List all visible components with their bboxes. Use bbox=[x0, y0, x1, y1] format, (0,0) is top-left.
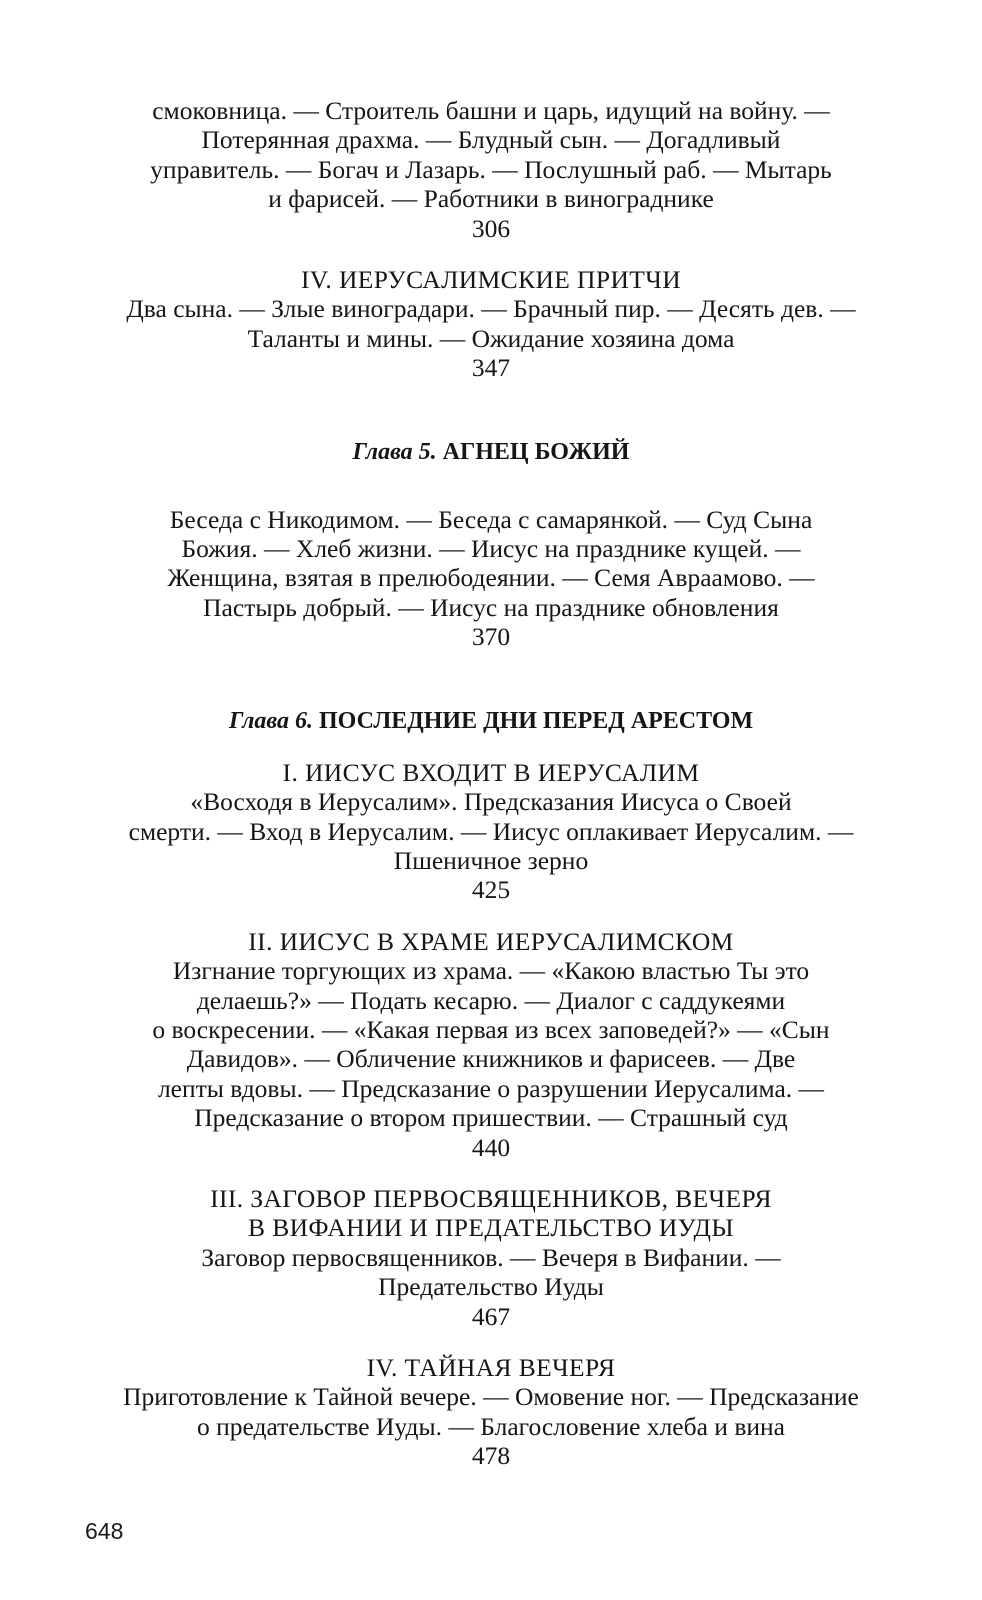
toc-entry-line: смоковница. — Строитель башни и царь, идущий на войну. — bbox=[152, 96, 830, 125]
chapter-label: Глава 6. bbox=[228, 707, 313, 734]
toc-entry-line: лепты вдовы. — Предсказание о разрушении Иерусалима. — bbox=[157, 1073, 825, 1103]
toc-entry-parables-continued bbox=[70, 96, 912, 243]
folio-page-number: 648 bbox=[85, 1518, 124, 1544]
toc-section-entry-jerusalem bbox=[70, 758, 912, 905]
toc-entry-line: Приготовление к Тайной вечере. — Омовение ног. — Предсказание bbox=[123, 1382, 859, 1412]
toc-chapter-5 bbox=[70, 437, 912, 652]
toc-chapter-6 bbox=[70, 706, 912, 1471]
toc-entry-line: и фарисей. — Работники в винограднике bbox=[268, 184, 714, 214]
toc-page-number: 306 bbox=[471, 213, 511, 243]
chapter-heading bbox=[70, 706, 912, 736]
chapter-title: ПОСЛЕДНИЕ ДНИ ПЕРЕД АРЕСТОМ bbox=[318, 707, 754, 734]
toc-entry-line: Беседа с Никодимом. — Беседа с самарянкой. — Суд Сына bbox=[169, 504, 813, 534]
toc-page-number: 467 bbox=[471, 1301, 511, 1331]
toc-entry-line: делаешь?» — Подать кесарю. — Диалог с саддукеями bbox=[196, 985, 786, 1015]
toc-section-temple bbox=[70, 927, 912, 1162]
toc-section-conspiracy bbox=[70, 1184, 912, 1331]
toc-entry-line: Женщина, взятая в прелюбодеянии. — Семя Авраамово. — bbox=[167, 563, 815, 593]
toc-entry-line: Предсказание о втором пришествии. — Страшный суд bbox=[194, 1103, 788, 1133]
toc-entry-line: Изгнание торгующих из храма. — «Какою властью Ты это bbox=[172, 956, 810, 986]
toc-entry-line: управитель. — Богач и Лазарь. — Послушный раб. — Мытарь bbox=[150, 154, 832, 184]
section-heading: IV. ТАЙНАЯ ВЕЧЕРЯ bbox=[366, 1353, 616, 1382]
toc-entry-line: смерти. — Вход в Иерусалим. — Иисус оплакивает Иерусалим. — bbox=[128, 816, 854, 846]
toc-entry-line: Пшеничное зерно bbox=[393, 845, 589, 875]
toc-entry-line: Пастырь добрый. — Иисус на празднике обновления bbox=[203, 592, 779, 622]
toc-page-number: 440 bbox=[471, 1132, 511, 1162]
chapter-title: АГНЕЦ БОЖИЙ bbox=[442, 438, 630, 465]
toc-page-number: 370 bbox=[471, 622, 511, 652]
toc-entry-line: о воскресении. — «Какая первая из всех заповедей?» — «Сын bbox=[152, 1014, 830, 1044]
toc-entry-line: «Восходя в Иерусалим». Предсказания Иисуса о Своей bbox=[190, 787, 792, 817]
section-heading: В ВИФАНИИ И ПРЕДАТЕЛЬСТВО ИУДЫ bbox=[248, 1213, 734, 1243]
toc-page-number: 425 bbox=[471, 875, 511, 905]
toc-entry-line: Таланты и мины. — Ожидание хозяина дома bbox=[247, 323, 735, 353]
toc-page-number: 347 bbox=[471, 353, 511, 383]
table-of-contents bbox=[70, 96, 912, 1471]
toc-entry-line: Два сына. — Злые виноградари. — Брачный пир. — Десять дев. — bbox=[126, 294, 856, 324]
toc-section-jerusalem-parables bbox=[70, 265, 912, 383]
chapter-label: Глава 5. bbox=[352, 438, 437, 465]
toc-entry-line: Давидов». — Обличение книжников и фарисеев. — Две bbox=[186, 1044, 796, 1074]
toc-page-number: 478 bbox=[471, 1441, 511, 1471]
toc-entry-line: Предательство Иуды bbox=[378, 1272, 604, 1302]
toc-entry-line: Заговор первосвященников. — Вечеря в Вифании. — bbox=[201, 1242, 781, 1272]
toc-entry-line: Божия. — Хлеб жизни. — Иисус на празднике кущей. — bbox=[181, 534, 801, 564]
chapter-heading bbox=[70, 437, 912, 467]
section-heading: III. ЗАГОВОР ПЕРВОСВЯЩЕННИКОВ, ВЕЧЕРЯ bbox=[210, 1183, 772, 1213]
section-heading: II. ИИСУС В ХРАМЕ ИЕРУСАЛИМСКОМ bbox=[248, 926, 734, 956]
section-heading: IV. ИЕРУСАЛИМСКИЕ ПРИТЧИ bbox=[300, 265, 682, 295]
toc-section-last-supper bbox=[70, 1353, 912, 1471]
section-heading: I. ИИСУС ВХОДИТ В ИЕРУСАЛИМ bbox=[282, 757, 700, 787]
toc-entry-line: Потерянная драхма. — Блудный сын. — Догадливый bbox=[201, 125, 781, 155]
toc-entry-line: о предательстве Иуды. — Благословение хлеба и вина bbox=[197, 1411, 785, 1441]
